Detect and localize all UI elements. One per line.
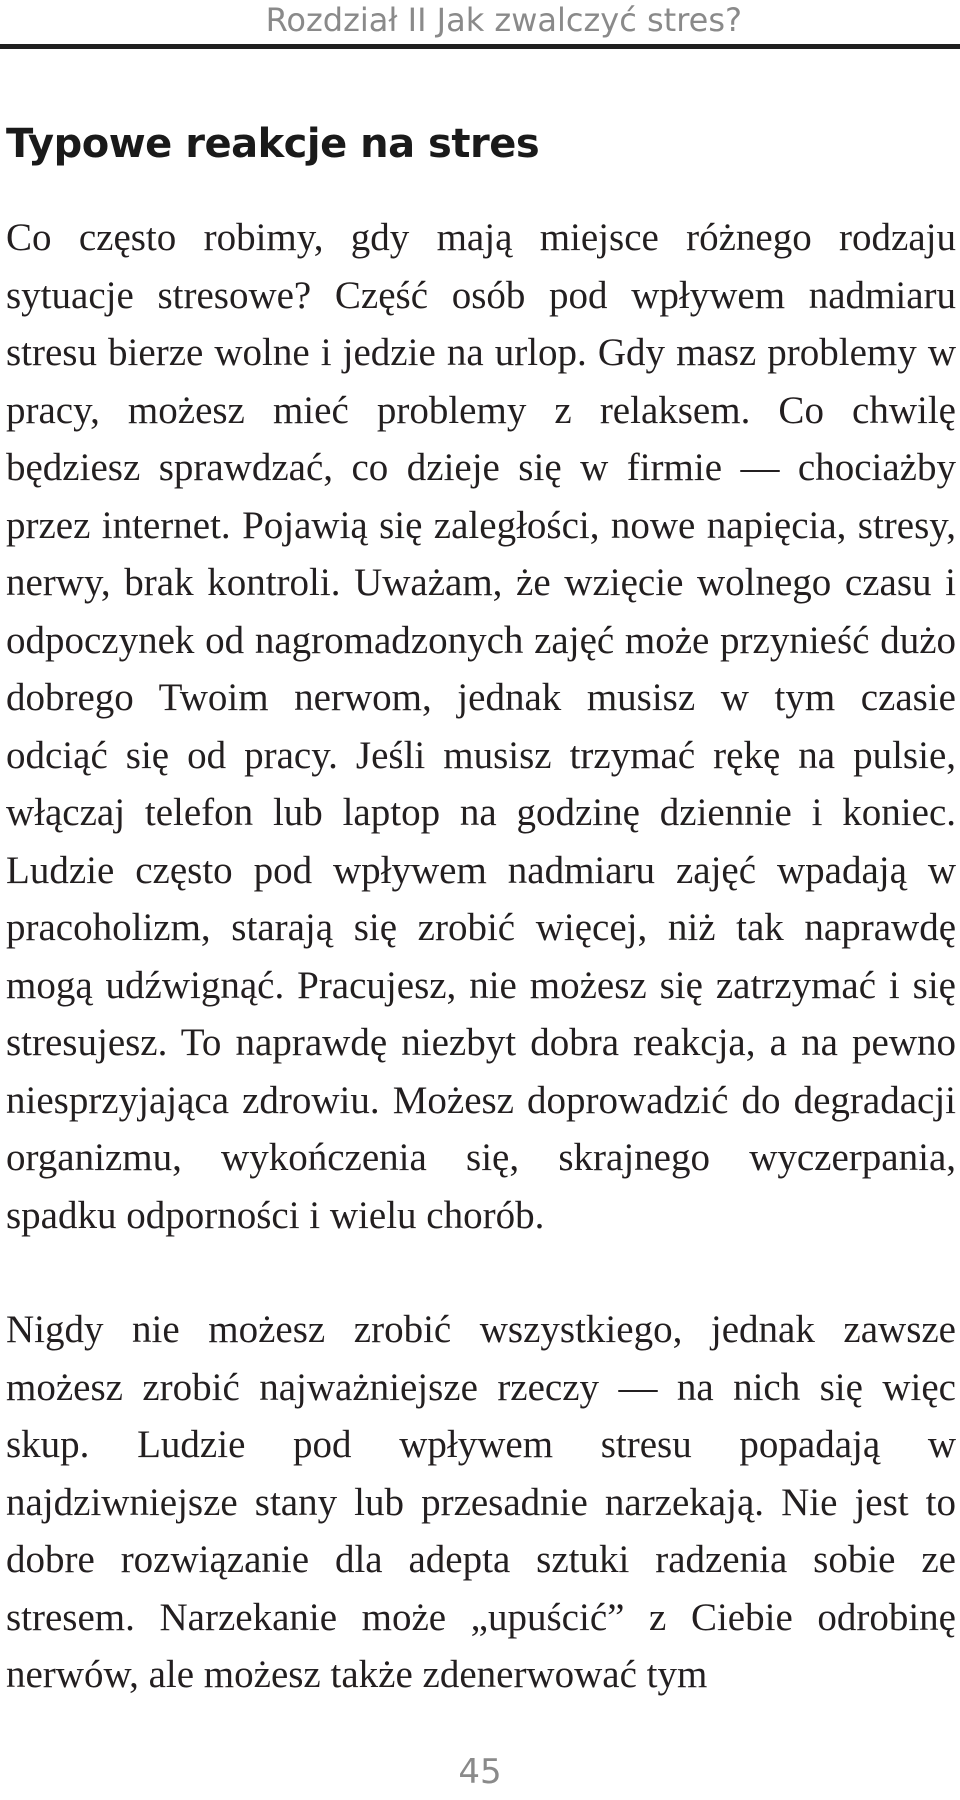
section-heading: Typowe reakcje na stres	[6, 121, 540, 167]
running-header	[0, 0, 960, 52]
body-paragraph: Co często robimy, gdy mają miejsce różnego rodzaju sytuacje stresowe? Część osób pod wpływem nadmiaru stresu bierze wolne i jedzie na urlop. Gdy masz problemy w pracy, możesz mieć problemy z relaksem. Co chwilę będziesz sprawdzać, co dzieje się w firmie — chociażby przez internet. Pojawią się zaległości, nowe napięcia, stresy, nerwy, brak kontroli. Uważam, że wzięcie wolnego czasu i odpoczynek od nagromadzonych zajęć może przynieść dużo dobrego Twoim nerwom, jednak musisz w tym czasie odciąć się od pracy. Jeśli musisz trzymać rękę na pulsie, włączaj telefon lub laptop na godzinę dziennie i koniec. Ludzie często pod wpływem nadmiaru zajęć wpadają w pracoholizm, starają się zrobić więcej, niż tak naprawdę mogą udźwignąć. Pracujesz, nie możesz się zatrzymać i się stresujesz. To naprawdę niezbyt dobra reakcja, a na pewno niesprzyjająca zdrowiu. Możesz doprowadzić do degradacji organizmu, wykończenia się, skrajnego wyczerpania, spadku odporności i wielu chorób.	[6, 216, 956, 1237]
body-paragraph: Nigdy nie możesz zrobić wszystkiego, jednak zawsze możesz zrobić najważniejsze rzeczy — na nich się więc skup. Ludzie pod wpływem stresu popadają w najdziwniejsze stany lub przesadnie narzekają. Nie jest to dobre rozwiązanie dla adepta sztuki radzenia sobie ze stresem. Narzekanie może „upuścić” z Ciebie odrobinę nerwów, ale możesz także zdenerwować tym	[6, 1308, 956, 1696]
page-number: 45	[458, 1752, 502, 1792]
running-header-title: Rozdział II Jak zwalczyć stres?	[265, 1, 742, 39]
header-rule	[0, 44, 960, 49]
